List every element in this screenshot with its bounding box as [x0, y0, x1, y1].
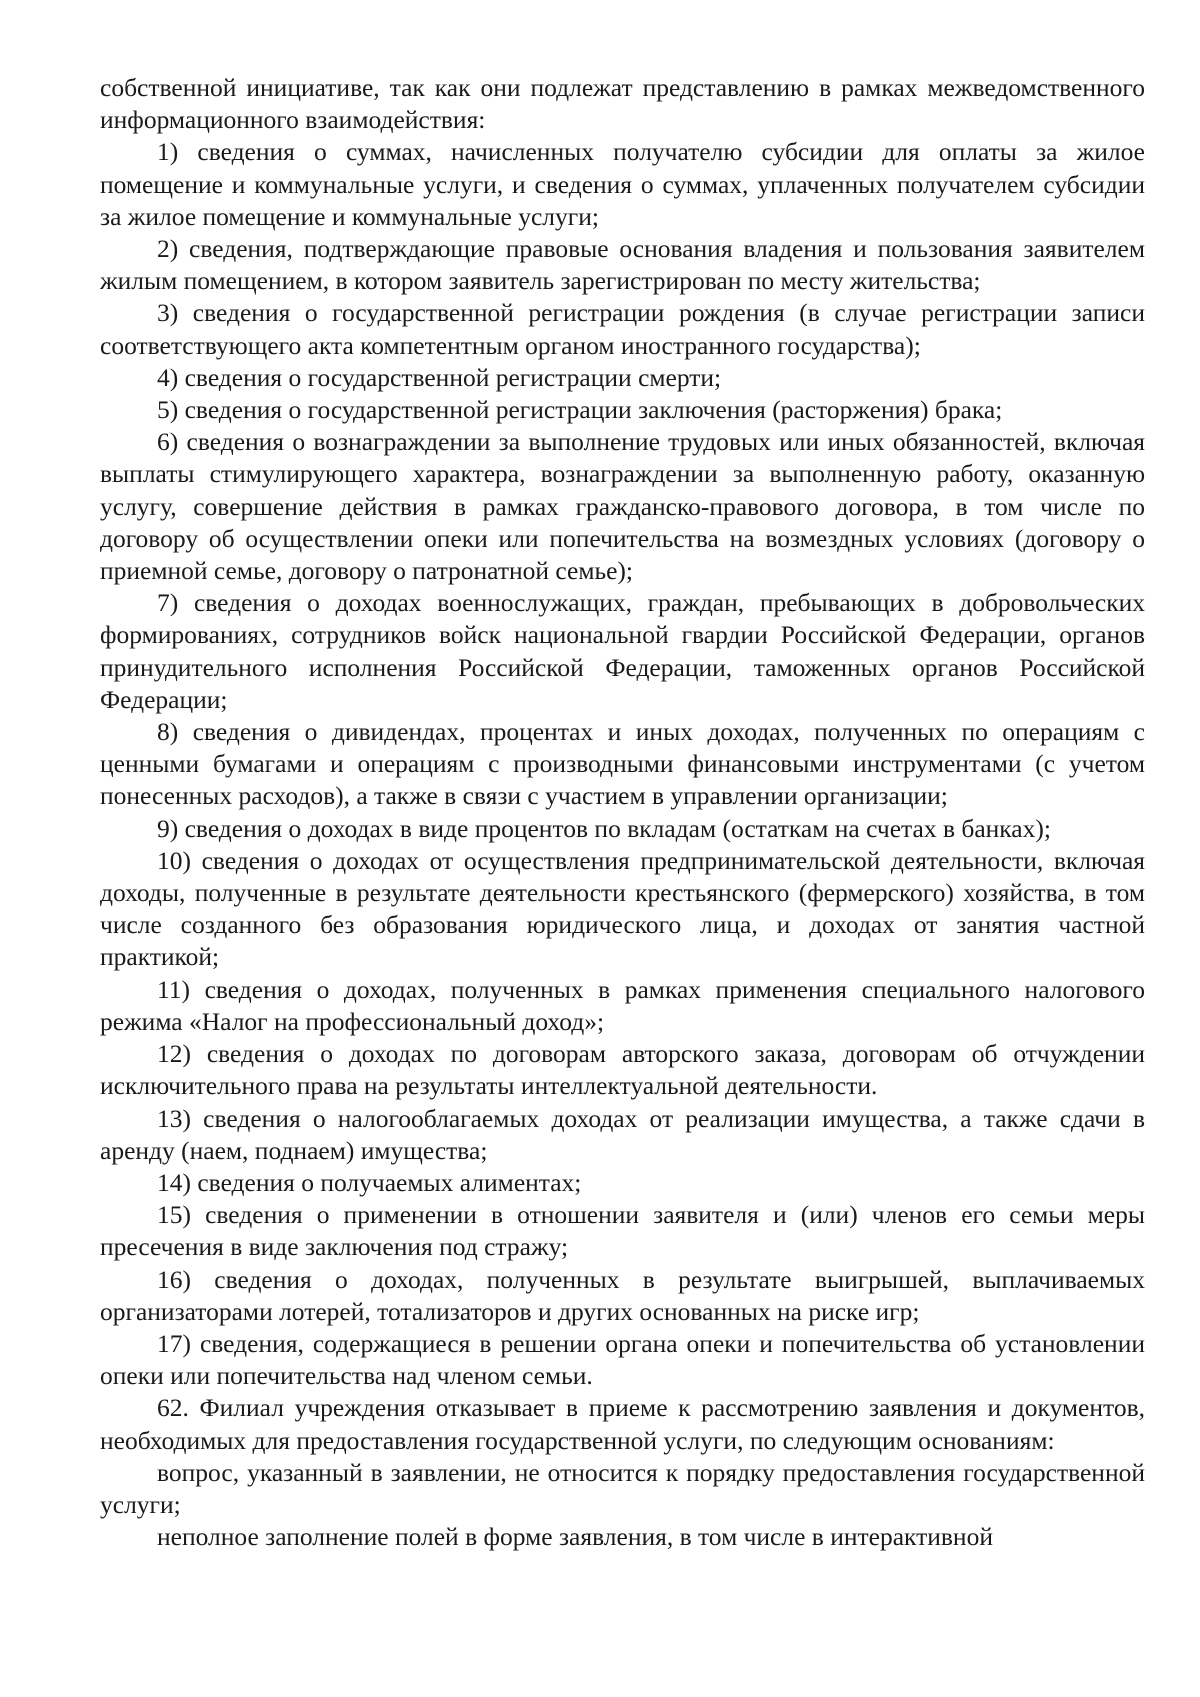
document-paragraph: 9) сведения о доходах в виде процентов по вкладам (остаткам на счетах в банках); [157, 813, 1051, 843]
document-paragraph: 16) сведения о доходах, полученных в результате выигрышей, выплачиваемых организаторами лотерей, тотализаторов и других основанных на риске игр; [100, 1264, 1145, 1326]
document-paragraph: вопрос, указанный в заявлении, не относится к порядку предоставления государственной услуги; [100, 1457, 1145, 1519]
document-paragraph: 3) сведения о государственной регистрации рождения (в случае регистрации записи соответствующего акта компетентным органом иностранного государства); [100, 298, 1145, 360]
document-paragraph: 2) сведения, подтверждающие правовые основания владения и пользования заявителем жилым помещением, в котором заявитель зарегистрирован по месту жительства; [100, 234, 1145, 296]
document-paragraph: 6) сведения о вознаграждении за выполнение трудовых или иных обязанностей, включая выплаты стимулирующего характера, вознаграждении за выполненную работу, оказанную услугу, совершение действия в рамках гражданско-правового договора, в том числе по договору об осуществлении опеки или попечительства на возмездных условиях (договору о приемной семье, договору о патронатной семье); [100, 427, 1145, 586]
document-paragraph: неполное заполнение полей в форме заявления, в том числе в интерактивной [157, 1522, 993, 1552]
document-paragraph: 62. Филиал учреждения отказывает в приеме к рассмотрению заявления и документов, необходимых для предоставления государственной услуги, по следующим основаниям: [100, 1393, 1145, 1455]
document-paragraph: 4) сведения о государственной регистрации смерти; [157, 362, 722, 392]
document-paragraph: 5) сведения о государственной регистрации заключения (расторжения) брака; [157, 395, 1003, 425]
document-paragraph: 10) сведения о доходах от осуществления предпринимательской деятельности, включая доходы, полученные в результате деятельности крестьянского (фермерского) хозяйства, в том числе созданного без образования юридического лица, и доходах от занятия частной практикой; [100, 845, 1145, 972]
document-paragraph: 7) сведения о доходах военнослужащих, граждан, пребывающих в добровольческих формированиях, сотрудников войск национальной гвардии Российской Федерации, органов принудительного исполнения Российской Федерации, таможенных органов Российской Федерации; [100, 588, 1145, 714]
document-paragraph: 1) сведения о суммах, начисленных получателю субсидии для оплаты за жилое помещение и коммунальные услуги, и сведения о суммах, уплаченных получателем субсидии за жилое помещение и коммунальные услуги; [100, 137, 1145, 231]
document-paragraph: 12) сведения о доходах по договорам авторского заказа, договорам об отчуждении исключительного права на результаты интеллектуальной деятельности. [100, 1039, 1145, 1101]
document-page [100, 72, 1145, 1553]
continuation-paragraph: собственной инициативе, так как они подлежат представлению в рамках межведомственного информационного взаимодействия: [100, 73, 1145, 135]
document-paragraph: 8) сведения о дивидендах, процентах и иных доходах, полученных по операциям с ценными бумагами и операциям с производными финансовыми инструментами (с учетом понесенных расходов), а также в связи с участием в управлении организации; [100, 717, 1145, 811]
document-paragraph: 17) сведения, содержащиеся в решении органа опеки и попечительства об установлении опеки или попечительства над членом семьи. [100, 1328, 1145, 1391]
document-paragraph: 13) сведения о налогооблагаемых доходах от реализации имущества, а также сдачи в аренду (наем, поднаем) имущества; [100, 1103, 1145, 1165]
document-paragraph: 14) сведения о получаемых алиментах; [157, 1167, 582, 1197]
document-paragraph: 11) сведения о доходах, полученных в рамках применения специального налогового режима «Налог на профессиональный доход»; [100, 974, 1145, 1036]
document-paragraph: 15) сведения о применении в отношении заявителя и (или) членов его семьи меры пресечения в виде заключения под стражу; [100, 1200, 1145, 1262]
